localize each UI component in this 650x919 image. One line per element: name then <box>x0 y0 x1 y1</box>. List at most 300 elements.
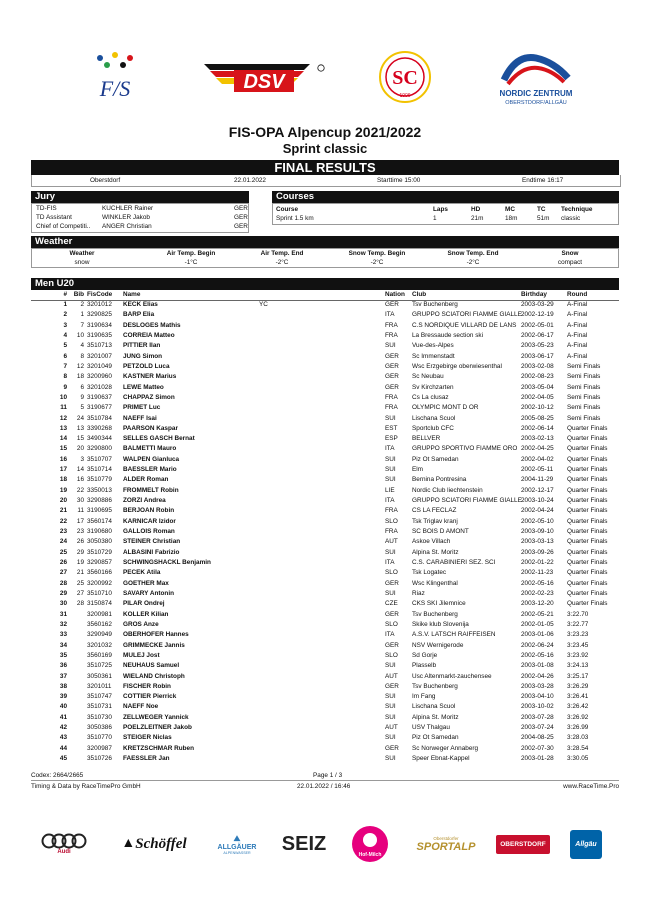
round-cell: Quarter Finals <box>567 486 608 494</box>
club-cell: Piz Ot Samedan <box>412 455 459 463</box>
rank-cell: 15 <box>59 445 67 453</box>
table-row <box>31 528 619 537</box>
birthday-cell: 2002-05-16 <box>521 579 554 587</box>
fiscode-cell: 3200960 <box>87 373 112 381</box>
birthday-cell: 2003-01-06 <box>521 631 554 639</box>
birthday-cell: 2002-06-14 <box>521 424 554 432</box>
allgauer-logo <box>204 824 270 864</box>
table-row <box>31 724 619 733</box>
nation-cell: SUI <box>385 662 396 670</box>
bib-cell: 8 <box>80 352 84 360</box>
rank-cell: 11 <box>60 404 67 412</box>
club-cell: Alpina St. Moritz <box>412 713 459 721</box>
table-row <box>31 755 619 764</box>
weather-value: snow <box>74 259 90 266</box>
round-cell: Semi Finals <box>567 414 601 422</box>
sponsor-bar <box>36 824 616 864</box>
round-cell: A-Final <box>567 301 588 308</box>
audi-logo <box>36 824 92 864</box>
round-cell: Quarter Finals <box>567 559 608 566</box>
rank-cell: 21 <box>59 507 67 515</box>
nation-cell: SUI <box>385 466 396 474</box>
rank-cell: 26 <box>59 559 67 566</box>
table-row <box>31 683 619 692</box>
club-cell: C.S NORDIQUE VILLARD DE LANS <box>412 321 517 329</box>
club-cell: C.S. CARABINIERI SEZ. SCI <box>412 559 496 566</box>
fiscode-cell: 3201011 <box>87 682 112 690</box>
table-row <box>31 456 619 465</box>
rank-header: # <box>63 291 67 298</box>
fiscode-cell: 3050361 <box>87 672 112 680</box>
table-row <box>31 714 619 723</box>
athlete-name: PAARSON Kaspar <box>123 424 178 432</box>
rank-cell: 3 <box>63 321 67 329</box>
round-cell: Quarter Finals <box>567 548 608 556</box>
fiscode-cell: 3290857 <box>87 559 112 566</box>
round-cell: Semi Finals <box>567 383 601 391</box>
athlete-name: CORREIA Matteo <box>123 331 175 339</box>
snow-value: compact <box>557 259 583 266</box>
fiscode-cell: 3510784 <box>87 414 112 422</box>
club-cell: Bernina Pontresina <box>412 476 467 484</box>
rank-cell: 22 <box>59 517 67 525</box>
birthday-cell: 2003-07-28 <box>521 713 554 721</box>
rank-cell: 39 <box>59 693 67 701</box>
birthday-cell: 2002-05-10 <box>521 517 554 525</box>
fiscode-cell: 3201032 <box>87 641 112 649</box>
jury-box <box>31 203 249 233</box>
bib-cell: 1 <box>80 311 84 319</box>
nordic-zentrum-name: NORDIC ZENTRUM <box>499 89 573 98</box>
nation-cell: GER <box>385 641 399 649</box>
round-cell: 3:26.41 <box>567 693 589 701</box>
club-cell: GRUPPO SCIATORI FIAMME GIALLE <box>412 311 522 319</box>
birthday-cell: 2003-01-08 <box>521 662 554 670</box>
round-cell: Semi Finals <box>567 362 601 370</box>
rank-cell: 1 <box>63 301 67 308</box>
nation-cell: EST <box>385 424 398 432</box>
fiscode-cell: 3510726 <box>87 755 112 763</box>
athlete-name: FISCHER Robin <box>123 682 171 690</box>
fiscode-cell: 3560174 <box>87 517 112 525</box>
rank-cell: 25 <box>59 548 67 556</box>
category-heading: Men U20 <box>31 278 619 290</box>
rank-cell: 43 <box>59 734 67 742</box>
jury-nation: GER <box>234 223 248 230</box>
bib-cell: 29 <box>76 548 84 556</box>
table-row <box>31 311 619 320</box>
fiscode-cell: 3290800 <box>87 445 112 453</box>
header-logos <box>60 48 600 108</box>
snow-temp-begin-header: Snow Temp. Begin <box>348 250 406 257</box>
athlete-name: BALMETTI Mauro <box>123 445 177 453</box>
fiscode-cell: 3190637 <box>87 393 112 401</box>
athlete-name: FROMMELT Robin <box>123 486 179 494</box>
ski-club-logo-year: 1906 <box>399 93 411 99</box>
table-row <box>31 642 619 651</box>
schoffel-text: Schöffel <box>135 835 187 852</box>
bib-cell: 27 <box>76 589 84 597</box>
birthday-cell: 2003-04-10 <box>521 693 554 701</box>
round-cell: Quarter Finals <box>567 435 608 443</box>
allgaeu-text: Allgäu <box>570 830 601 859</box>
nation-cell: GER <box>385 610 399 618</box>
fiscode-cell: 3200987 <box>87 744 112 752</box>
athlete-name: PETZOLD Luca <box>123 362 170 370</box>
nation-cell: GER <box>385 373 399 381</box>
club-cell: Speer Ebnat-Kappel <box>412 755 470 763</box>
birthday-cell: 2003-03-29 <box>521 301 554 308</box>
allgauer-subtext: ALPENWASSER <box>223 850 251 855</box>
club-cell: Skike klub Slovenija <box>412 620 469 628</box>
bib-cell: 6 <box>80 383 84 391</box>
athlete-name: DESLOGES Mathis <box>123 321 181 329</box>
air-temp-end-header: Air Temp. End <box>260 250 304 257</box>
codex-text: Codex: 2664/2665 <box>31 772 84 779</box>
fis-logo <box>90 52 140 104</box>
nation-cell: AUT <box>385 538 398 546</box>
birthday-cell: 2002-11-23 <box>521 569 554 577</box>
fiscode-cell: 3510779 <box>87 476 112 484</box>
allgauer-mountain-icon: ⛰ <box>233 833 241 843</box>
laps-header: Laps <box>433 206 448 213</box>
schoffel-triangle-icon: ▲ <box>121 836 136 851</box>
club-cell: Sportclub CFC <box>412 424 454 432</box>
jury-nation: GER <box>234 214 248 221</box>
rank-cell: 44 <box>59 744 67 752</box>
table-row <box>31 559 619 568</box>
round-cell: 3:24.13 <box>567 662 589 670</box>
table-row <box>31 611 619 620</box>
bib-cell: 30 <box>76 497 84 505</box>
athlete-name: GROS Anze <box>123 620 159 628</box>
club-cell: Vue-des-Alpes <box>412 342 454 350</box>
athlete-name: POELZLEITNER Jakob <box>123 724 192 732</box>
birthday-cell: 2002-12-19 <box>521 311 554 319</box>
bib-cell: 10 <box>76 331 84 339</box>
audi-rings-icon <box>41 833 87 849</box>
club-cell: Usc Altenmarkt-zauchensee <box>412 672 492 680</box>
round-cell: Quarter Finals <box>567 455 608 463</box>
round-cell: Quarter Finals <box>567 476 608 484</box>
jury-role: Chief of Competiti.. <box>36 223 91 230</box>
athlete-name: LEWE Matteo <box>123 383 164 391</box>
round-cell: 3:26.42 <box>567 703 589 711</box>
birthday-cell: 2002-01-22 <box>521 559 554 566</box>
athlete-name: WIELAND Christoph <box>123 672 185 680</box>
course-laps: 1 <box>433 215 437 222</box>
bib-cell: 5 <box>80 404 84 412</box>
birthday-cell: 2002-05-01 <box>521 321 554 329</box>
rank-cell: 8 <box>63 373 67 381</box>
athlete-name: PECEK Atila <box>123 569 161 577</box>
round-cell: 3:28.54 <box>567 744 589 752</box>
club-cell: A.S.V. LATSCH RAIFFEISEN <box>412 631 496 639</box>
fiscode-cell: 3490344 <box>87 435 112 443</box>
fiscode-cell: 3150874 <box>87 600 112 608</box>
bib-cell: 11 <box>77 507 84 515</box>
hd-header: HD <box>471 206 481 213</box>
course-tc: 51m <box>537 215 550 222</box>
nation-cell: FRA <box>385 393 398 401</box>
sportalp-top-text: Oberstdorfer <box>433 835 459 841</box>
table-row <box>31 342 619 351</box>
table-row <box>31 353 619 362</box>
athlete-name: OBERHOFER Hannes <box>123 631 189 639</box>
nation-cell: ESP <box>385 435 398 443</box>
round-cell: Semi Finals <box>567 393 601 401</box>
nation-cell: SLO <box>385 569 398 577</box>
table-row <box>31 404 619 413</box>
fiscode-cell: 3050380 <box>87 538 112 546</box>
birthday-cell: 2002-05-21 <box>521 610 554 618</box>
weather-header: Weather <box>69 250 95 257</box>
nation-cell: SUI <box>385 713 396 721</box>
courses-box <box>272 203 619 225</box>
fiscode-header: FisCode <box>87 291 113 298</box>
fiscode-cell: 3510730 <box>87 713 112 721</box>
weather-box <box>31 248 619 268</box>
nation-cell: AUT <box>385 724 398 732</box>
jury-row <box>36 205 248 214</box>
bib-cell: 28 <box>76 600 84 608</box>
weather-heading: Weather <box>31 236 619 248</box>
rank-cell: 29 <box>59 589 67 597</box>
nation-cell: FRA <box>385 404 398 412</box>
jury-role: TD-FIS <box>36 205 57 212</box>
fiscode-cell: 3350013 <box>87 486 112 494</box>
birthday-cell: 2002-02-23 <box>521 589 554 597</box>
club-cell: CKS SKI Jilemnice <box>412 600 466 608</box>
birthday-cell: 2005-08-25 <box>521 414 554 422</box>
club-cell: NSV Wernigerode <box>412 641 464 649</box>
nation-cell: SUI <box>385 703 396 711</box>
rank-cell: 37 <box>59 672 67 680</box>
club-cell: Im Fang <box>412 693 436 701</box>
nation-cell: SLO <box>385 620 398 628</box>
fiscode-cell: 3510714 <box>87 466 112 474</box>
racetime-url[interactable]: www.RaceTime.Pro <box>563 783 619 790</box>
round-cell: Quarter Finals <box>567 579 608 587</box>
birthday-cell: 2002-07-30 <box>521 744 554 752</box>
nation-cell: FRA <box>385 321 398 329</box>
birthday-cell: 2002-06-24 <box>521 641 554 649</box>
round-cell: 3:26.99 <box>567 724 589 732</box>
birthday-cell: 2003-10-24 <box>521 497 554 505</box>
course-name: Sprint 1.5 km <box>276 215 314 222</box>
athlete-name: SAVARY Antonin <box>123 589 175 597</box>
rank-cell: 41 <box>59 713 67 721</box>
nation-cell: SUI <box>385 414 396 422</box>
table-row <box>31 301 619 310</box>
rank-cell: 13 <box>59 424 67 432</box>
nation-cell: ITA <box>385 311 395 319</box>
round-cell: Quarter Finals <box>567 424 608 432</box>
nation-cell: CZE <box>385 600 398 608</box>
oberstdorf-text: OBERSTDORF <box>496 835 550 854</box>
birthday-cell: 2003-10-02 <box>521 703 554 711</box>
nation-cell: GER <box>385 579 399 587</box>
table-row <box>31 466 619 475</box>
athlete-name: NAEFF Isai <box>123 414 157 422</box>
nation-cell: ITA <box>385 559 395 566</box>
fiscode-cell: 3510710 <box>87 589 112 597</box>
athlete-name: ZELLWEGER Yannick <box>123 713 189 721</box>
dsv-logo-text: DSV <box>243 71 285 93</box>
nation-cell: GER <box>385 744 399 752</box>
course-mc: 18m <box>505 215 518 222</box>
athlete-name: NAEFF Noe <box>123 703 159 711</box>
fiscode-cell: 3190677 <box>87 404 112 412</box>
nation-cell: FRA <box>385 331 398 339</box>
air-temp-begin-value: -1°C <box>184 259 198 266</box>
table-row <box>31 662 619 671</box>
event-title: FIS-OPA Alpencup 2021/2022 <box>228 124 422 140</box>
club-cell: SC BOIS D AMONT <box>412 528 469 536</box>
rank-cell: 40 <box>59 703 67 711</box>
club-cell: BELLVER <box>412 435 441 443</box>
athlete-name: GOETHER Max <box>123 579 169 587</box>
table-row <box>31 445 619 454</box>
timing-credit: Timing & Data by RaceTimePro GmbH <box>31 783 141 790</box>
fiscode-cell: 3290825 <box>87 311 112 319</box>
rank-cell: 9 <box>63 383 67 391</box>
birthday-cell: 2003-05-23 <box>521 342 554 350</box>
birthday-cell: 2003-06-17 <box>521 352 554 360</box>
fiscode-cell: 3200992 <box>87 579 112 587</box>
event-info-row <box>31 175 621 187</box>
club-cell: Sv Kirchzarten <box>412 383 454 391</box>
athlete-name: KASTNER Marius <box>123 373 177 381</box>
birthday-cell: 2003-03-13 <box>521 538 554 546</box>
club-header: Club <box>412 291 427 298</box>
final-results-banner: FINAL RESULTS <box>31 160 619 175</box>
birthday-cell: 2003-12-20 <box>521 600 554 608</box>
fiscode-cell: 3510731 <box>87 703 112 711</box>
bib-cell: 19 <box>76 559 84 566</box>
round-cell: Quarter Finals <box>567 517 608 525</box>
athlete-name: SCHWINGSHACKL Benjamin <box>123 559 211 566</box>
nation-cell: AUT <box>385 672 398 680</box>
table-row <box>31 600 619 609</box>
ski-club-logo-text: SC <box>392 67 418 89</box>
birthday-cell: 2002-04-26 <box>521 672 554 680</box>
birthday-cell: 2002-04-02 <box>521 455 554 463</box>
nation-cell: GER <box>385 301 399 308</box>
round-cell: A-Final <box>567 321 588 329</box>
club-cell: USV Thalgau <box>412 724 450 732</box>
rank-cell: 10 <box>59 393 67 401</box>
birthday-cell: 2003-02-13 <box>521 435 554 443</box>
fiscode-cell: 3201028 <box>87 383 112 391</box>
athlete-name: KECK Elias <box>123 301 158 308</box>
club-cell: Elm <box>412 466 424 474</box>
athlete-name: ALDER Roman <box>123 476 169 484</box>
bib-cell: 9 <box>80 393 84 401</box>
snow-temp-begin-value: -2°C <box>370 259 384 266</box>
club-cell: Sc Immenstadt <box>412 352 455 360</box>
jury-heading: Jury <box>31 191 249 203</box>
athlete-name: MULEJ Jost <box>123 651 160 659</box>
birthday-cell: 2004-11-29 <box>521 476 554 484</box>
round-cell: A-Final <box>567 311 588 319</box>
snow-temp-end-header: Snow Temp. End <box>447 250 499 257</box>
snow-temp-end-value: -2°C <box>466 259 480 266</box>
nordic-zentrum-location: OBERSTDORF/ALLGÄU <box>505 100 567 106</box>
club-cell: Tsk Logatec <box>412 569 447 577</box>
round-cell: Quarter Finals <box>567 569 608 577</box>
club-cell: Cs La clusaz <box>412 393 449 401</box>
bib-cell: 20 <box>76 445 84 453</box>
athlete-name: GRIMMECKE Jannis <box>123 641 185 649</box>
club-cell: Tsk Triglav kranj <box>412 517 458 525</box>
bib-cell: 16 <box>76 476 84 484</box>
nation-cell: SUI <box>385 755 396 763</box>
round-cell: 3:28.03 <box>567 734 589 742</box>
table-row <box>31 580 619 589</box>
fiscode-cell: 3200981 <box>87 610 112 618</box>
round-cell: A-Final <box>567 331 588 339</box>
bib-cell: 21 <box>76 569 84 577</box>
table-row <box>31 384 619 393</box>
rank-cell: 42 <box>59 724 67 732</box>
mc-header: MC <box>505 206 515 213</box>
hofmann-logo <box>348 824 392 864</box>
round-cell: Quarter Finals <box>567 528 608 536</box>
round-cell: 3:25.17 <box>567 672 589 680</box>
birthday-cell: 2003-03-28 <box>521 682 554 690</box>
fiscode-cell: 3201012 <box>87 301 112 308</box>
round-cell: 3:23.45 <box>567 641 589 649</box>
table-row <box>31 507 619 516</box>
rank-cell: 23 <box>59 528 67 536</box>
audi-text: Audi <box>57 849 71 855</box>
club-cell: Piz Ot Samedan <box>412 734 459 742</box>
table-row <box>31 476 619 485</box>
club-cell: Tsv Buchenberg <box>412 610 458 618</box>
club-cell: Lischana Scuol <box>412 703 456 711</box>
birthday-cell: 2003-02-08 <box>521 362 554 370</box>
athlete-name: STEIGER Niclas <box>123 734 172 742</box>
athlete-name: BERJOAN Robin <box>123 507 175 515</box>
rank-cell: 2 <box>63 311 67 319</box>
jury-row <box>36 214 248 223</box>
rank-cell: 16 <box>59 455 67 463</box>
rank-cell: 24 <box>59 538 67 546</box>
table-row <box>31 415 619 424</box>
club-cell: GRUPPO SPORTIVO FIAMME ORO <box>412 445 518 453</box>
athlete-name: PRIMET Luc <box>123 404 161 412</box>
round-cell: A-Final <box>567 342 588 350</box>
athlete-name: KARNICAR Izidor <box>123 517 176 525</box>
nation-cell: SLO <box>385 517 398 525</box>
print-timestamp: 22.01.2022 / 16:46 <box>297 783 351 790</box>
bib-cell: 13 <box>76 424 84 432</box>
rank-cell: 5 <box>63 342 67 350</box>
event-subtitle: Sprint classic <box>282 141 368 156</box>
bib-cell: 14 <box>76 466 84 474</box>
bib-cell: 22 <box>76 486 84 494</box>
birthday-cell: 2002-05-11 <box>521 466 554 474</box>
birthday-cell: 2004-08-25 <box>521 734 554 742</box>
round-cell: Semi Finals <box>567 404 601 412</box>
fiscode-cell: 3190695 <box>87 507 112 515</box>
round-cell: 3:22.77 <box>567 620 589 628</box>
fiscode-cell: 3560166 <box>87 569 112 577</box>
event-place: Oberstdorf <box>90 177 121 184</box>
athlete-name: FAESSLER Jan <box>123 755 170 763</box>
club-cell: CS LA FECLAZ <box>412 507 457 515</box>
